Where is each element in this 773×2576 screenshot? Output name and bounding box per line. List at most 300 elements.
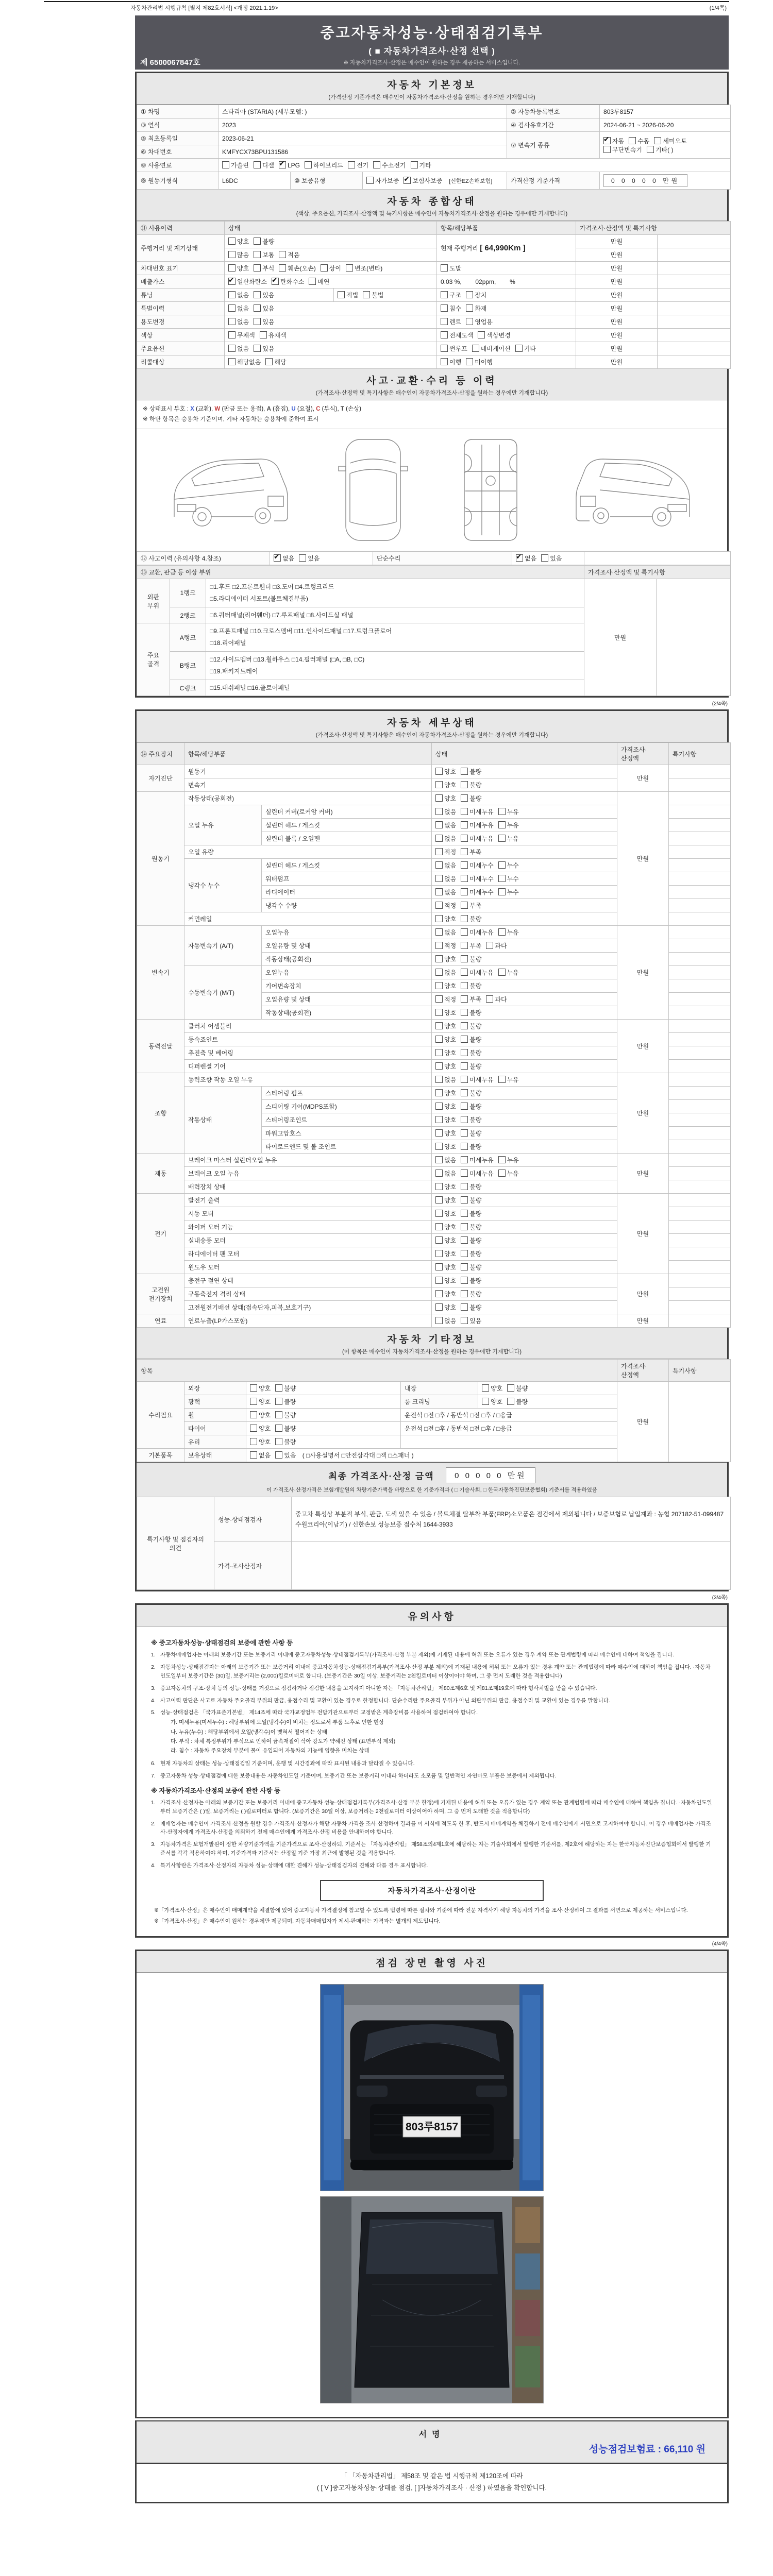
checkbox-option[interactable] <box>507 1384 528 1393</box>
checkbox-icon[interactable] <box>461 1022 468 1029</box>
checkbox-icon[interactable] <box>250 1425 257 1432</box>
checkbox-option[interactable] <box>228 264 249 273</box>
checkbox-icon[interactable] <box>541 554 548 562</box>
checkbox-option[interactable] <box>366 176 399 185</box>
checkbox-option[interactable] <box>441 358 461 366</box>
checkbox-option[interactable] <box>461 874 493 883</box>
checkbox-icon[interactable] <box>461 928 468 936</box>
checkbox-option[interactable] <box>435 1062 456 1071</box>
checkbox-option[interactable] <box>279 264 315 273</box>
checkbox-option[interactable] <box>603 145 642 154</box>
checkbox-icon[interactable] <box>321 264 328 272</box>
checkbox-option[interactable] <box>250 1424 271 1433</box>
checkbox-option[interactable] <box>461 1048 481 1057</box>
checkbox-icon[interactable] <box>435 1062 443 1070</box>
checkbox-icon[interactable] <box>250 1384 257 1392</box>
checkbox-option[interactable] <box>441 317 461 326</box>
checkbox-icon[interactable] <box>461 1277 468 1284</box>
checkbox-icon[interactable] <box>441 291 448 298</box>
checkbox-icon[interactable] <box>435 821 443 828</box>
checkbox-option[interactable] <box>461 1290 481 1298</box>
checkbox-icon[interactable] <box>461 955 468 962</box>
checkbox-icon[interactable] <box>461 875 468 882</box>
checkbox-icon[interactable] <box>461 821 468 828</box>
checkbox-option[interactable] <box>498 1075 519 1084</box>
panel-checklist[interactable]: □6.쿼터패널(리어휀더) □7.루프패널 □8.사이드실 패널 <box>206 607 584 623</box>
checkbox-option[interactable] <box>305 161 343 170</box>
checkbox-icon[interactable] <box>461 995 468 1003</box>
checkbox-icon[interactable] <box>461 1076 468 1083</box>
checkbox-option[interactable] <box>461 821 493 829</box>
checkbox-icon[interactable] <box>441 358 448 365</box>
checkbox-icon[interactable] <box>265 358 273 365</box>
checkbox-option[interactable] <box>498 1156 519 1164</box>
checkbox-icon[interactable] <box>250 1411 257 1418</box>
checkbox-icon[interactable] <box>228 345 236 352</box>
checkbox-option[interactable] <box>603 137 624 145</box>
checkbox-icon[interactable] <box>299 554 306 562</box>
checkbox-option[interactable] <box>498 807 519 816</box>
checkbox-icon[interactable] <box>461 1263 468 1270</box>
checkbox-option[interactable] <box>435 901 456 910</box>
checkbox-option[interactable] <box>435 1169 456 1178</box>
checkbox-option[interactable] <box>498 861 519 870</box>
checkbox-option[interactable] <box>654 137 686 145</box>
checkbox-icon[interactable] <box>275 1438 282 1445</box>
checkbox-icon[interactable] <box>435 969 443 976</box>
checkbox-icon[interactable] <box>498 969 506 976</box>
checkbox-option[interactable] <box>309 277 329 286</box>
checkbox-option[interactable] <box>461 968 493 977</box>
checkbox-option[interactable] <box>435 968 456 977</box>
checkbox-option[interactable] <box>435 1035 456 1044</box>
checkbox-option[interactable] <box>260 331 287 340</box>
checkbox-icon[interactable] <box>254 345 261 352</box>
checkbox-icon[interactable] <box>498 835 506 842</box>
checkbox-option[interactable] <box>435 781 456 789</box>
checkbox-option[interactable] <box>274 554 294 563</box>
checkbox-option[interactable] <box>272 277 304 286</box>
checkbox-icon[interactable] <box>461 1103 468 1110</box>
checkbox-option[interactable] <box>498 968 519 977</box>
checkbox-icon[interactable] <box>435 955 443 962</box>
checkbox-option[interactable] <box>461 1089 481 1097</box>
checkbox-icon[interactable] <box>254 304 261 312</box>
checkbox-option[interactable] <box>466 291 486 299</box>
checkbox-option[interactable] <box>647 145 674 154</box>
checkbox-icon[interactable] <box>486 995 493 1003</box>
checkbox-icon[interactable] <box>461 942 468 949</box>
checkbox-icon[interactable] <box>461 1250 468 1257</box>
checkbox-icon[interactable] <box>363 291 370 298</box>
checkbox-option[interactable] <box>435 888 456 896</box>
checkbox-icon[interactable] <box>275 1425 282 1432</box>
checkbox-icon[interactable] <box>254 251 261 258</box>
checkbox-option[interactable] <box>321 264 341 273</box>
checkbox-option[interactable] <box>435 821 456 829</box>
checkbox-icon[interactable] <box>461 1129 468 1137</box>
checkbox-option[interactable] <box>498 1169 519 1178</box>
checkbox-icon[interactable] <box>441 264 448 272</box>
checkbox-icon[interactable] <box>461 1062 468 1070</box>
checkbox-icon[interactable] <box>507 1384 514 1392</box>
checkbox-option[interactable] <box>466 317 493 326</box>
checkbox-icon[interactable] <box>461 1170 468 1177</box>
checkbox-icon[interactable] <box>279 251 286 258</box>
checkbox-option[interactable] <box>275 1397 296 1406</box>
checkbox-option[interactable] <box>250 1397 271 1406</box>
checkbox-option[interactable] <box>435 1075 456 1084</box>
checkbox-option[interactable] <box>254 304 274 313</box>
checkbox-icon[interactable] <box>435 1089 443 1096</box>
checkbox-icon[interactable] <box>250 1398 257 1405</box>
checkbox-option[interactable] <box>461 1263 481 1272</box>
checkbox-option[interactable] <box>435 981 456 990</box>
checkbox-icon[interactable] <box>435 1223 443 1230</box>
checkbox-option[interactable] <box>279 161 300 169</box>
checkbox-icon[interactable] <box>228 358 236 365</box>
checkbox-option[interactable] <box>435 794 456 803</box>
checkbox-icon[interactable] <box>435 1170 443 1177</box>
checkbox-option[interactable] <box>461 1115 481 1124</box>
checkbox-icon[interactable] <box>435 995 443 1003</box>
checkbox-option[interactable] <box>299 554 320 563</box>
checkbox-option[interactable] <box>435 767 456 776</box>
checkbox-option[interactable] <box>461 888 493 896</box>
checkbox-icon[interactable] <box>435 1290 443 1297</box>
checkbox-option[interactable] <box>515 344 536 353</box>
checkbox-icon[interactable] <box>250 1438 257 1445</box>
checkbox-icon[interactable] <box>250 1451 257 1459</box>
checkbox-option[interactable] <box>363 291 383 299</box>
checkbox-option[interactable] <box>461 834 493 843</box>
checkbox-icon[interactable] <box>435 835 443 842</box>
checkbox-option[interactable] <box>435 1276 456 1285</box>
checkbox-option[interactable] <box>461 1008 481 1017</box>
checkbox-icon[interactable] <box>461 794 468 802</box>
panel-checklist[interactable]: □12.사이드멤버 □13.휠하우스 □14.필러패널 (□A, □B, □C) □19.패키지트레이 <box>206 652 584 680</box>
checkbox-icon[interactable] <box>435 1250 443 1257</box>
checkbox-icon[interactable] <box>305 161 312 168</box>
checkbox-option[interactable] <box>228 331 255 340</box>
checkbox-icon[interactable] <box>461 835 468 842</box>
checkbox-checked-icon[interactable] <box>272 278 279 285</box>
checkbox-icon[interactable] <box>254 264 261 272</box>
checkbox-icon[interactable] <box>461 848 468 855</box>
checkbox-icon[interactable] <box>435 1277 443 1284</box>
checkbox-icon[interactable] <box>441 318 448 325</box>
checkbox-option[interactable] <box>516 554 536 563</box>
checkbox-checked-icon[interactable] <box>603 137 611 144</box>
checkbox-option[interactable] <box>629 137 649 145</box>
checkbox-option[interactable] <box>435 1263 456 1272</box>
checkbox-icon[interactable] <box>346 264 353 272</box>
panel-checklist[interactable]: □15.대쉬패널 □16.플로어패널 <box>206 680 584 696</box>
checkbox-option[interactable] <box>461 955 481 963</box>
checkbox-icon[interactable] <box>472 345 479 352</box>
checkbox-option[interactable] <box>254 161 274 170</box>
checkbox-option[interactable] <box>435 1008 456 1017</box>
checkbox-icon[interactable] <box>348 161 355 168</box>
checkbox-icon[interactable] <box>435 1303 443 1311</box>
checkbox-option[interactable] <box>222 161 249 170</box>
checkbox-option[interactable] <box>461 807 493 816</box>
checkbox-icon[interactable] <box>498 1156 506 1163</box>
checkbox-icon[interactable] <box>461 1317 468 1324</box>
checkbox-option[interactable] <box>461 1142 481 1151</box>
checkbox-option[interactable] <box>461 861 493 870</box>
checkbox-option[interactable] <box>228 291 249 299</box>
checkbox-option[interactable] <box>461 1236 481 1245</box>
checkbox-icon[interactable] <box>461 982 468 989</box>
checkbox-icon[interactable] <box>411 161 418 168</box>
checkbox-option[interactable] <box>435 1156 456 1164</box>
checkbox-icon[interactable] <box>461 1303 468 1311</box>
checkbox-option[interactable] <box>435 807 456 816</box>
checkbox-icon[interactable] <box>461 969 468 976</box>
checkbox-icon[interactable] <box>466 318 473 325</box>
checkbox-icon[interactable] <box>466 304 473 312</box>
checkbox-option[interactable] <box>275 1437 296 1446</box>
checkbox-option[interactable] <box>254 344 274 353</box>
checkbox-option[interactable] <box>435 1316 456 1325</box>
checkbox-icon[interactable] <box>254 291 261 298</box>
checkbox-icon[interactable] <box>435 848 443 855</box>
checkbox-option[interactable] <box>435 995 456 1004</box>
checkbox-icon[interactable] <box>461 808 468 815</box>
checkbox-icon[interactable] <box>482 1398 489 1405</box>
checkbox-icon[interactable] <box>441 345 448 352</box>
checkbox-option[interactable] <box>498 928 519 937</box>
checkbox-option[interactable] <box>435 874 456 883</box>
checkbox-option[interactable] <box>461 1156 493 1164</box>
checkbox-option[interactable] <box>435 1022 456 1030</box>
checkbox-option[interactable] <box>461 901 481 910</box>
checkbox-icon[interactable] <box>275 1384 282 1392</box>
checkbox-option[interactable] <box>228 358 261 366</box>
checkbox-option[interactable] <box>441 264 461 273</box>
checkbox-option[interactable] <box>346 264 382 273</box>
checkbox-icon[interactable] <box>498 875 506 882</box>
checkbox-option[interactable] <box>275 1451 296 1460</box>
checkbox-option[interactable] <box>498 888 519 896</box>
checkbox-option[interactable] <box>498 874 519 883</box>
checkbox-option[interactable] <box>461 1102 481 1111</box>
checkbox-option[interactable] <box>498 821 519 829</box>
checkbox-option[interactable] <box>250 1451 271 1460</box>
checkbox-option[interactable] <box>461 1223 481 1231</box>
checkbox-option[interactable] <box>435 941 456 950</box>
checkbox-icon[interactable] <box>435 1036 443 1043</box>
checkbox-icon[interactable] <box>435 875 443 882</box>
checkbox-icon[interactable] <box>461 1089 468 1096</box>
checkbox-option[interactable] <box>228 317 249 326</box>
checkbox-option[interactable] <box>461 1022 481 1030</box>
checkbox-icon[interactable] <box>461 1009 468 1016</box>
checkbox-icon[interactable] <box>603 146 611 153</box>
checkbox-icon[interactable] <box>228 264 236 272</box>
checkbox-icon[interactable] <box>260 331 267 338</box>
checkbox-option[interactable] <box>435 1196 456 1205</box>
checkbox-icon[interactable] <box>435 1022 443 1029</box>
checkbox-icon[interactable] <box>309 278 316 285</box>
checkbox-option[interactable] <box>338 291 358 299</box>
checkbox-option[interactable] <box>250 1411 271 1419</box>
checkbox-option[interactable] <box>461 1182 481 1191</box>
checkbox-option[interactable] <box>435 1290 456 1298</box>
checkbox-option[interactable] <box>461 794 481 803</box>
checkbox-option[interactable] <box>461 1209 481 1218</box>
checkbox-icon[interactable] <box>435 768 443 775</box>
checkbox-icon[interactable] <box>461 1116 468 1123</box>
checkbox-icon[interactable] <box>435 1129 443 1137</box>
checkbox-option[interactable] <box>482 1397 502 1406</box>
checkbox-icon[interactable] <box>435 808 443 815</box>
checkbox-icon[interactable] <box>461 1183 468 1190</box>
checkbox-option[interactable] <box>254 237 274 246</box>
checkbox-option[interactable] <box>461 1075 493 1084</box>
checkbox-icon[interactable] <box>435 902 443 909</box>
checkbox-option[interactable] <box>441 344 467 353</box>
checkbox-icon[interactable] <box>461 915 468 922</box>
checkbox-icon[interactable] <box>647 146 654 153</box>
checkbox-option[interactable] <box>435 1249 456 1258</box>
checkbox-icon[interactable] <box>441 331 448 338</box>
checkbox-option[interactable] <box>461 1169 493 1178</box>
checkbox-option[interactable] <box>250 1384 271 1393</box>
checkbox-icon[interactable] <box>275 1398 282 1405</box>
checkbox-option[interactable] <box>435 1236 456 1245</box>
checkbox-icon[interactable] <box>461 768 468 775</box>
checkbox-icon[interactable] <box>435 1236 443 1244</box>
checkbox-option[interactable] <box>254 250 274 259</box>
checkbox-option[interactable] <box>254 317 274 326</box>
checkbox-icon[interactable] <box>373 161 380 168</box>
checkbox-icon[interactable] <box>461 1196 468 1204</box>
checkbox-icon[interactable] <box>498 1076 506 1083</box>
checkbox-checked-icon[interactable] <box>228 278 236 285</box>
checkbox-option[interactable] <box>435 1303 456 1312</box>
checkbox-icon[interactable] <box>435 1196 443 1204</box>
checkbox-option[interactable] <box>461 848 481 856</box>
checkbox-option[interactable] <box>279 250 299 259</box>
checkbox-icon[interactable] <box>254 318 261 325</box>
checkbox-icon[interactable] <box>461 1223 468 1230</box>
checkbox-option[interactable] <box>498 834 519 843</box>
checkbox-option[interactable] <box>461 941 481 950</box>
checkbox-icon[interactable] <box>275 1451 282 1459</box>
checkbox-option[interactable] <box>254 264 274 273</box>
checkbox-icon[interactable] <box>461 861 468 869</box>
checkbox-icon[interactable] <box>461 1290 468 1297</box>
checkbox-option[interactable] <box>466 304 486 313</box>
checkbox-icon[interactable] <box>435 1317 443 1324</box>
checkbox-icon[interactable] <box>498 861 506 869</box>
checkbox-option[interactable] <box>466 358 493 366</box>
checkbox-option[interactable] <box>461 1129 481 1138</box>
checkbox-icon[interactable] <box>466 358 473 365</box>
checkbox-option[interactable] <box>435 928 456 937</box>
checkbox-option[interactable] <box>435 1182 456 1191</box>
checkbox-icon[interactable] <box>461 1143 468 1150</box>
checkbox-icon[interactable] <box>254 238 261 245</box>
checkbox-icon[interactable] <box>435 942 443 949</box>
checkbox-option[interactable] <box>275 1384 296 1393</box>
checkbox-icon[interactable] <box>461 888 468 895</box>
checkbox-option[interactable] <box>228 250 249 259</box>
checkbox-option[interactable] <box>265 358 286 366</box>
checkbox-option[interactable] <box>435 1209 456 1218</box>
checkbox-option[interactable] <box>435 955 456 963</box>
checkbox-checked-icon[interactable] <box>516 554 523 562</box>
checkbox-icon[interactable] <box>279 264 286 272</box>
checkbox-option[interactable] <box>461 914 481 923</box>
checkbox-icon[interactable] <box>498 888 506 895</box>
checkbox-icon[interactable] <box>435 1143 443 1150</box>
checkbox-option[interactable] <box>275 1411 296 1419</box>
checkbox-option[interactable] <box>441 291 461 299</box>
checkbox-icon[interactable] <box>254 161 261 168</box>
checkbox-icon[interactable] <box>507 1398 514 1405</box>
checkbox-option[interactable] <box>435 1115 456 1124</box>
checkbox-icon[interactable] <box>654 137 661 144</box>
checkbox-icon[interactable] <box>275 1411 282 1418</box>
checkbox-option[interactable] <box>461 981 481 990</box>
checkbox-icon[interactable] <box>228 331 236 338</box>
checkbox-option[interactable] <box>482 1384 502 1393</box>
checkbox-icon[interactable] <box>435 1076 443 1083</box>
checkbox-icon[interactable] <box>461 1210 468 1217</box>
checkbox-icon[interactable] <box>435 888 443 895</box>
checkbox-icon[interactable] <box>498 928 506 936</box>
checkbox-icon[interactable] <box>338 291 345 298</box>
panel-checklist[interactable]: □1.후드 □2.프론트휀더 □3.도어 □4.트렁크리드 □5.라디에이터 서포트(볼트체결부품) <box>206 579 584 607</box>
checkbox-icon[interactable] <box>435 1183 443 1190</box>
checkbox-icon[interactable] <box>461 902 468 909</box>
checkbox-option[interactable] <box>486 941 507 950</box>
checkbox-option[interactable] <box>461 1035 481 1044</box>
checkbox-option[interactable] <box>275 1424 296 1433</box>
checkbox-icon[interactable] <box>435 1210 443 1217</box>
checkbox-option[interactable] <box>435 848 456 856</box>
checkbox-icon[interactable] <box>228 304 236 312</box>
checkbox-option[interactable] <box>411 161 431 170</box>
checkbox-icon[interactable] <box>461 1049 468 1056</box>
checkbox-icon[interactable] <box>435 861 443 869</box>
checkbox-icon[interactable] <box>478 331 485 338</box>
checkbox-icon[interactable] <box>366 177 374 184</box>
checkbox-option[interactable] <box>486 995 507 1004</box>
checkbox-option[interactable] <box>461 1196 481 1205</box>
checkbox-option[interactable] <box>435 1142 456 1151</box>
checkbox-option[interactable] <box>228 277 267 286</box>
checkbox-option[interactable] <box>435 1129 456 1138</box>
checkbox-icon[interactable] <box>461 1156 468 1163</box>
checkbox-icon[interactable] <box>629 137 636 144</box>
checkbox-icon[interactable] <box>486 942 493 949</box>
checkbox-option[interactable] <box>435 1089 456 1097</box>
checkbox-option[interactable] <box>435 1102 456 1111</box>
checkbox-option[interactable] <box>435 834 456 843</box>
checkbox-icon[interactable] <box>228 251 236 258</box>
checkbox-option[interactable] <box>404 176 442 185</box>
checkbox-icon[interactable] <box>461 781 468 788</box>
checkbox-option[interactable] <box>461 928 493 937</box>
checkbox-icon[interactable] <box>461 1036 468 1043</box>
checkbox-icon[interactable] <box>435 1156 443 1163</box>
checkbox-icon[interactable] <box>435 781 443 788</box>
checkbox-icon[interactable] <box>435 1103 443 1110</box>
